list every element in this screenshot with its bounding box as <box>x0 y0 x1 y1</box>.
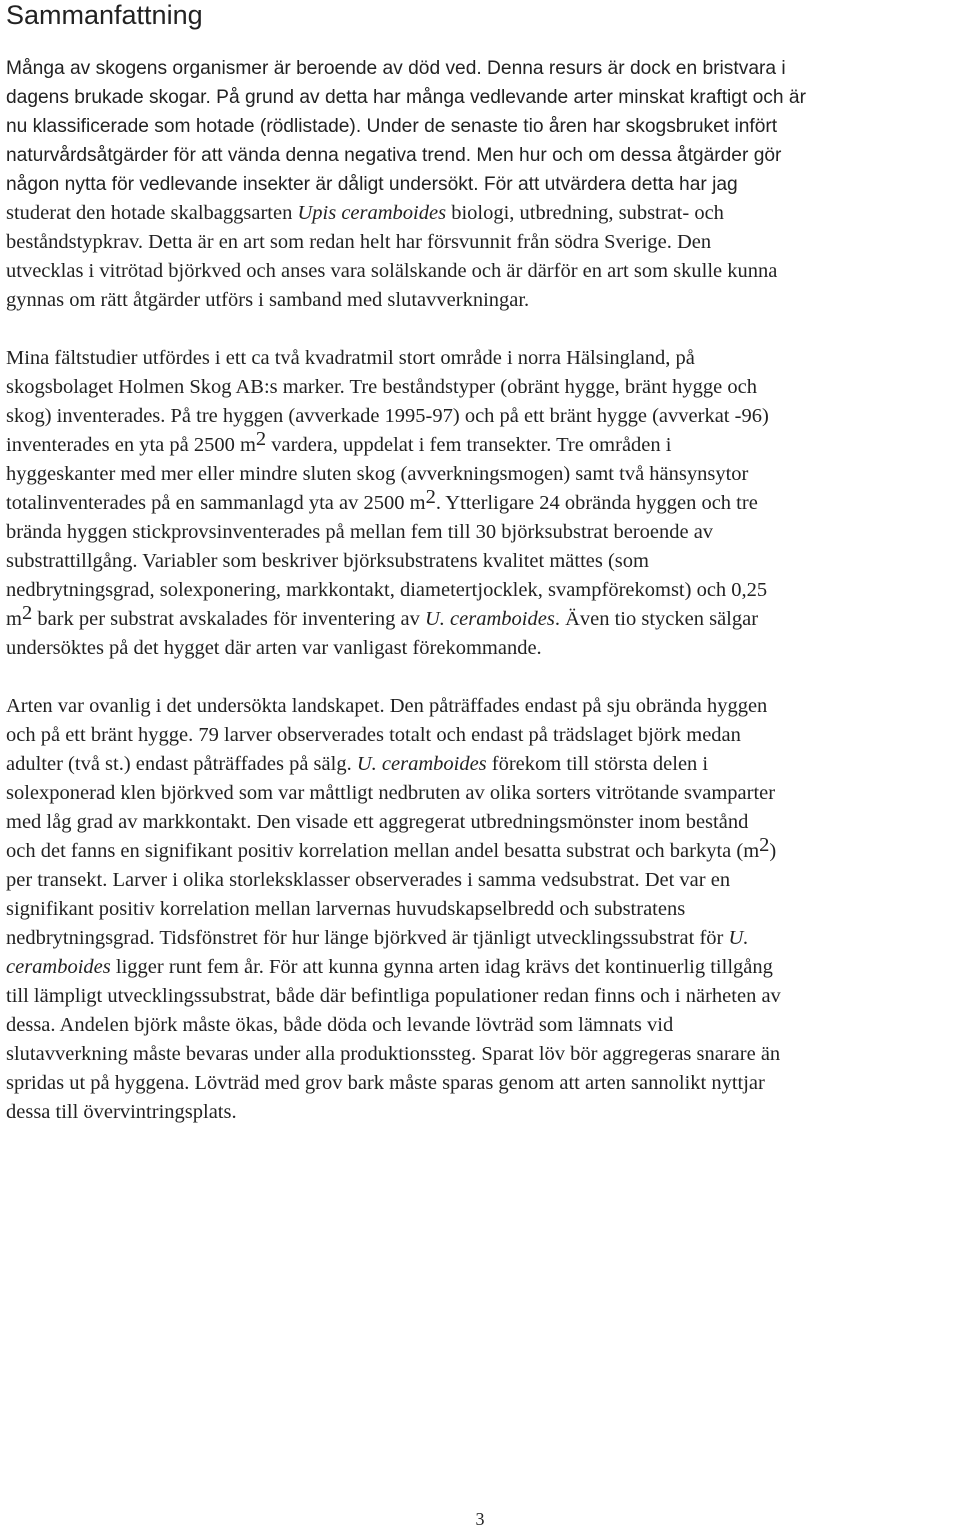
text-run: hyggeskanter med mer eller mindre sluten skog (avverkningsmogen) samt två hänsynsytor <box>6 463 749 485</box>
text-line <box>6 834 956 866</box>
text-line <box>6 1069 956 1098</box>
text-line <box>6 460 956 489</box>
text-line <box>6 779 956 808</box>
text-run: studerat den hotade skalbaggsarten <box>6 202 298 224</box>
text-run: med låg grad av markkontakt. Den visade ett aggregerat utbredningsmönster inom bestånd <box>6 811 749 833</box>
text-line <box>6 634 956 663</box>
text-run: inventerades en yta på 2500 m <box>6 434 256 456</box>
italic-species-name: U. <box>728 927 749 949</box>
text-run: Mina fältstudier utfördes i ett ca två kvadratmil stort område i norra Hälsingland, på <box>6 347 695 369</box>
text-line <box>6 692 956 721</box>
text-line <box>6 721 956 750</box>
text-line <box>6 428 956 460</box>
page-number: 3 <box>475 1509 485 1529</box>
text-line <box>6 402 956 431</box>
text-line <box>6 953 956 982</box>
superscript: 2 <box>21 602 33 624</box>
text-run: signifikant positiv korrelation mellan larvernas huvudskapselbredd och substratens <box>6 898 686 920</box>
text-line <box>6 750 956 779</box>
italic-species-name: U. ceramboides <box>356 753 487 775</box>
text-line <box>6 1040 956 1069</box>
text-line <box>6 518 956 547</box>
text-run: per transekt. Larver i olika storleksklasser observerades i samma vedsubstrat. Det var en <box>6 869 731 891</box>
text-run: spridas ut på hyggena. Lövträd med grov bark måste sparas genom att arten sannolikt nyttjar <box>6 1072 765 1094</box>
text-line <box>6 344 956 373</box>
text-run: brända hyggen stickprovsinventerades på mellan fem till 30 björksubstrat beroende av <box>6 521 714 543</box>
text-run: . Ytterligare 24 obrända hyggen och tre <box>435 492 758 514</box>
superscript: 2 <box>759 834 770 856</box>
italic-species-name: Upis ceramboides <box>297 202 447 224</box>
text-line <box>6 576 956 605</box>
text-run: solexponerad klen björkved som var måttligt nedbruten av olika sorters vitrötande svamparter <box>6 782 776 804</box>
text-run: och på ett bränt hygge. 79 larver observerades totalt och endast på trädslaget björk medan <box>6 724 741 746</box>
text-run: dessa till övervintringsplats. <box>6 1101 237 1123</box>
text-line <box>6 924 956 953</box>
text-line <box>6 547 956 576</box>
text-run: ligger runt fem år. För att kunna gynna arten idag krävs det kontinuerlig tillgång <box>110 956 773 978</box>
text-run: gynnas om rätt åtgärder utförs i samband med slutavverkningar. <box>6 289 530 311</box>
summary-paragraph-methods <box>6 344 956 663</box>
text-line <box>6 228 956 257</box>
text-line <box>6 141 956 170</box>
text-run: biologi, utbredning, substrat- och <box>446 202 724 224</box>
text-run: och det fanns en signifikant positiv korrelation mellan andel besatta substrat och barkyta (m <box>6 840 760 862</box>
text-line <box>6 486 956 518</box>
text-run: skog) inventerades. På tre hyggen (avverkade 1995-97) och på ett bränt hygge (avverkat -96) <box>6 405 769 427</box>
text-run: substrattillgång. Variabler som beskriver björksubstratens kvalitet mättes (som <box>6 550 649 572</box>
text-run: någon nytta för vedlevande insekter är dåligt undersökt. För att utvärdera detta har jag <box>6 174 738 195</box>
text-line <box>6 112 956 141</box>
text-line <box>6 83 956 112</box>
text-run: vardera, uppdelat i fem transekter. Tre områden i <box>266 434 672 456</box>
text-run: dagens brukade skogar. På grund av detta har många vedlevande arter minskat kraftigt och är <box>6 87 806 108</box>
text-line <box>6 1098 956 1127</box>
text-run: m <box>6 608 22 630</box>
text-run: förekom till största delen i <box>486 753 709 775</box>
text-line <box>6 982 956 1011</box>
text-line <box>6 808 956 837</box>
text-run: naturvårdsåtgärder för att vända denna negativa trend. Men hur och om dessa åtgärder gör <box>6 145 782 166</box>
text-line <box>6 286 956 315</box>
summary-paragraph-intro <box>6 54 956 315</box>
text-line <box>6 866 956 895</box>
text-run: Arten var ovanlig i det undersökta landskapet. Den påträffades endast på sju obrända hyggen <box>6 695 768 717</box>
text-run: Många av skogens organismer är beroende av död ved. Denna resurs är dock en bristvara i <box>6 58 786 79</box>
text-run: totalinventerades på en sammanlagd yta av 2500 m <box>6 492 426 514</box>
text-run: undersöktes på det hygget där arten var vanligast förekommande. <box>6 637 542 659</box>
text-line <box>6 602 956 634</box>
text-run: nedbrytningsgrad. Tidsfönstret för hur länge björkved är tjänligt utvecklingssubstrat för <box>6 927 729 949</box>
text-line <box>6 54 956 83</box>
text-line <box>6 257 956 286</box>
text-run: skogsbolaget Holmen Skog AB:s marker. Tre beståndstyper (obränt hygge, bränt hygge och <box>6 376 757 398</box>
text-line <box>6 170 956 199</box>
text-line <box>6 199 956 228</box>
text-line <box>6 373 956 402</box>
text-line <box>6 895 956 924</box>
page-title: Sammanfattning <box>6 0 203 30</box>
text-run: adulter (två st.) endast påträffades på sälg. <box>6 753 357 775</box>
text-run: . Även tio stycken sälgar <box>554 608 759 630</box>
italic-species-name: ceramboides <box>6 956 111 978</box>
text-run: nu klassificerade som hotade (rödlistade). Under de senaste tio åren har skogsbruket infört <box>6 116 778 137</box>
text-run: ) <box>769 840 777 862</box>
text-run: utvecklas i vitrötad björkved och anses vara solälskande och är därför en art som skulle kunna <box>6 260 778 282</box>
text-run: till lämpligt utvecklingssubstrat, både där befintliga populationer redan finns och i närheten av <box>6 985 781 1007</box>
text-run: dessa. Andelen björk måste ökas, både döda och levande lövträd som lämnats vid <box>6 1014 674 1036</box>
text-run: slutavverkning måste bevaras under alla produktionssteg. Sparat löv bör aggregeras snarare än <box>6 1043 781 1065</box>
text-run: nedbrytningsgrad, solexponering, markkontakt, diametertjocklek, svampförekomst) och 0,25 <box>6 579 768 601</box>
superscript: 2 <box>425 486 436 508</box>
italic-species-name: U. ceramboides <box>425 608 555 630</box>
superscript: 2 <box>255 428 267 450</box>
text-run: beståndstypkrav. Detta är en art som redan helt har försvunnit från södra Sverige. Den <box>6 231 712 253</box>
summary-paragraph-results <box>6 692 956 1127</box>
text-run: bark per substrat avskalades för inventering av <box>32 608 425 630</box>
text-line <box>6 1011 956 1040</box>
